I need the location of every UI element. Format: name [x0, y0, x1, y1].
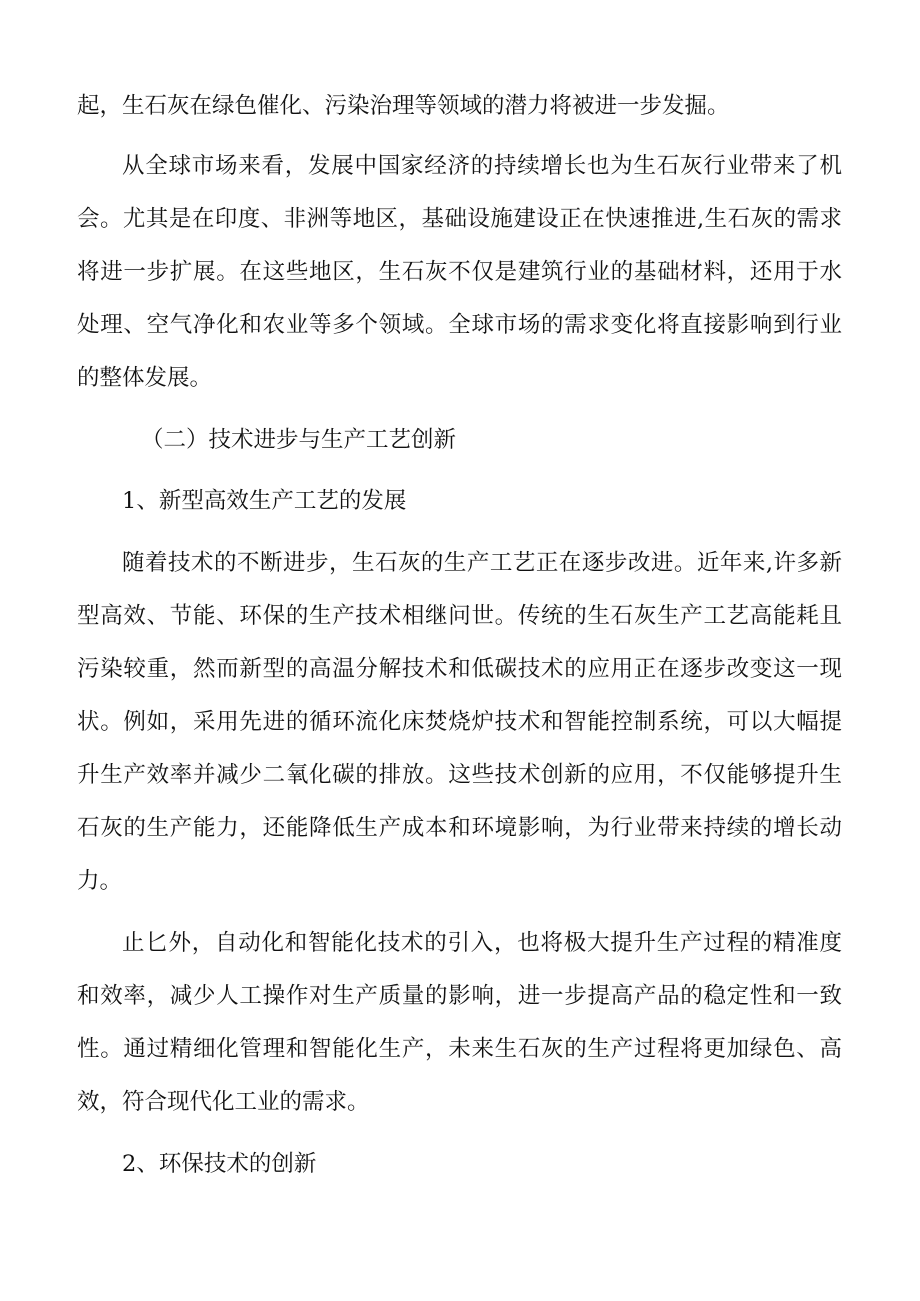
- paragraph-2-line-3: 将进一步扩展。在这些地区，生石灰不仅是建筑行业的基础材料，还用于水: [77, 259, 842, 285]
- paragraph-3-line-4: 状。例如，采用先进的循环流化床焚烧炉技术和智能控制系统，可以大幅提: [77, 709, 842, 735]
- paragraph-4-line-1: 止匕外，自动化和智能化技术的引入，也将极大提升生产过程的精准度: [122, 930, 842, 956]
- paragraph-3-line-3: 污染较重，然而新型的高温分解技术和低碳技术的应用正在逐步改变这一现: [77, 656, 842, 682]
- paragraph-1-line-1: 起，生石灰在绿色催化、污染治理等领域的潜力将被进一步发掘。: [77, 93, 730, 119]
- paragraph-3-line-5: 升生产效率并减少二氧化碳的排放。这些技术创新的应用，不仅能够提升生: [77, 762, 842, 788]
- paragraph-3-line-7: 力。: [77, 868, 123, 894]
- paragraph-4-line-2: 和效率，减少人工操作对生产质量的影响，进一步提高产品的稳定性和一致: [77, 983, 842, 1009]
- paragraph-2-line-1: 从全球市场来看，发展中国家经济的持续增长也为生石灰行业带来了机: [122, 153, 842, 179]
- subheading-2: 2、环保技术的创新: [122, 1151, 317, 1177]
- paragraph-3-line-1: 随着技术的不断进步，生石灰的生产工艺正在逐步改进。近年来,许多新: [122, 550, 842, 576]
- paragraph-4-line-3: 性。通过精细化管理和智能化生产，未来生石灰的生产过程将更加绿色、高: [77, 1036, 842, 1062]
- subheading-1: 1、新型高效生产工艺的发展: [122, 488, 407, 514]
- paragraph-2-line-2: 会。尤其是在印度、非洲等地区，基础设施建设正在快速推进,生石灰的需求: [77, 206, 842, 232]
- paragraph-4-line-4: 效，符合现代化工业的需求。: [77, 1089, 370, 1115]
- paragraph-2-line-4: 处理、空气净化和农业等多个领域。全球市场的需求变化将直接影响到行业: [77, 312, 842, 338]
- paragraph-2-line-5: 的整体发展。: [77, 365, 213, 391]
- section-heading: （二）技术进步与生产工艺创新: [141, 427, 457, 453]
- paragraph-3-line-6: 石灰的生产能力，还能降低生产成本和环境影响，为行业带来持续的增长动: [77, 815, 842, 841]
- paragraph-3-line-2: 型高效、节能、环保的生产技术相继问世。传统的生石灰生产工艺高能耗且: [77, 603, 842, 629]
